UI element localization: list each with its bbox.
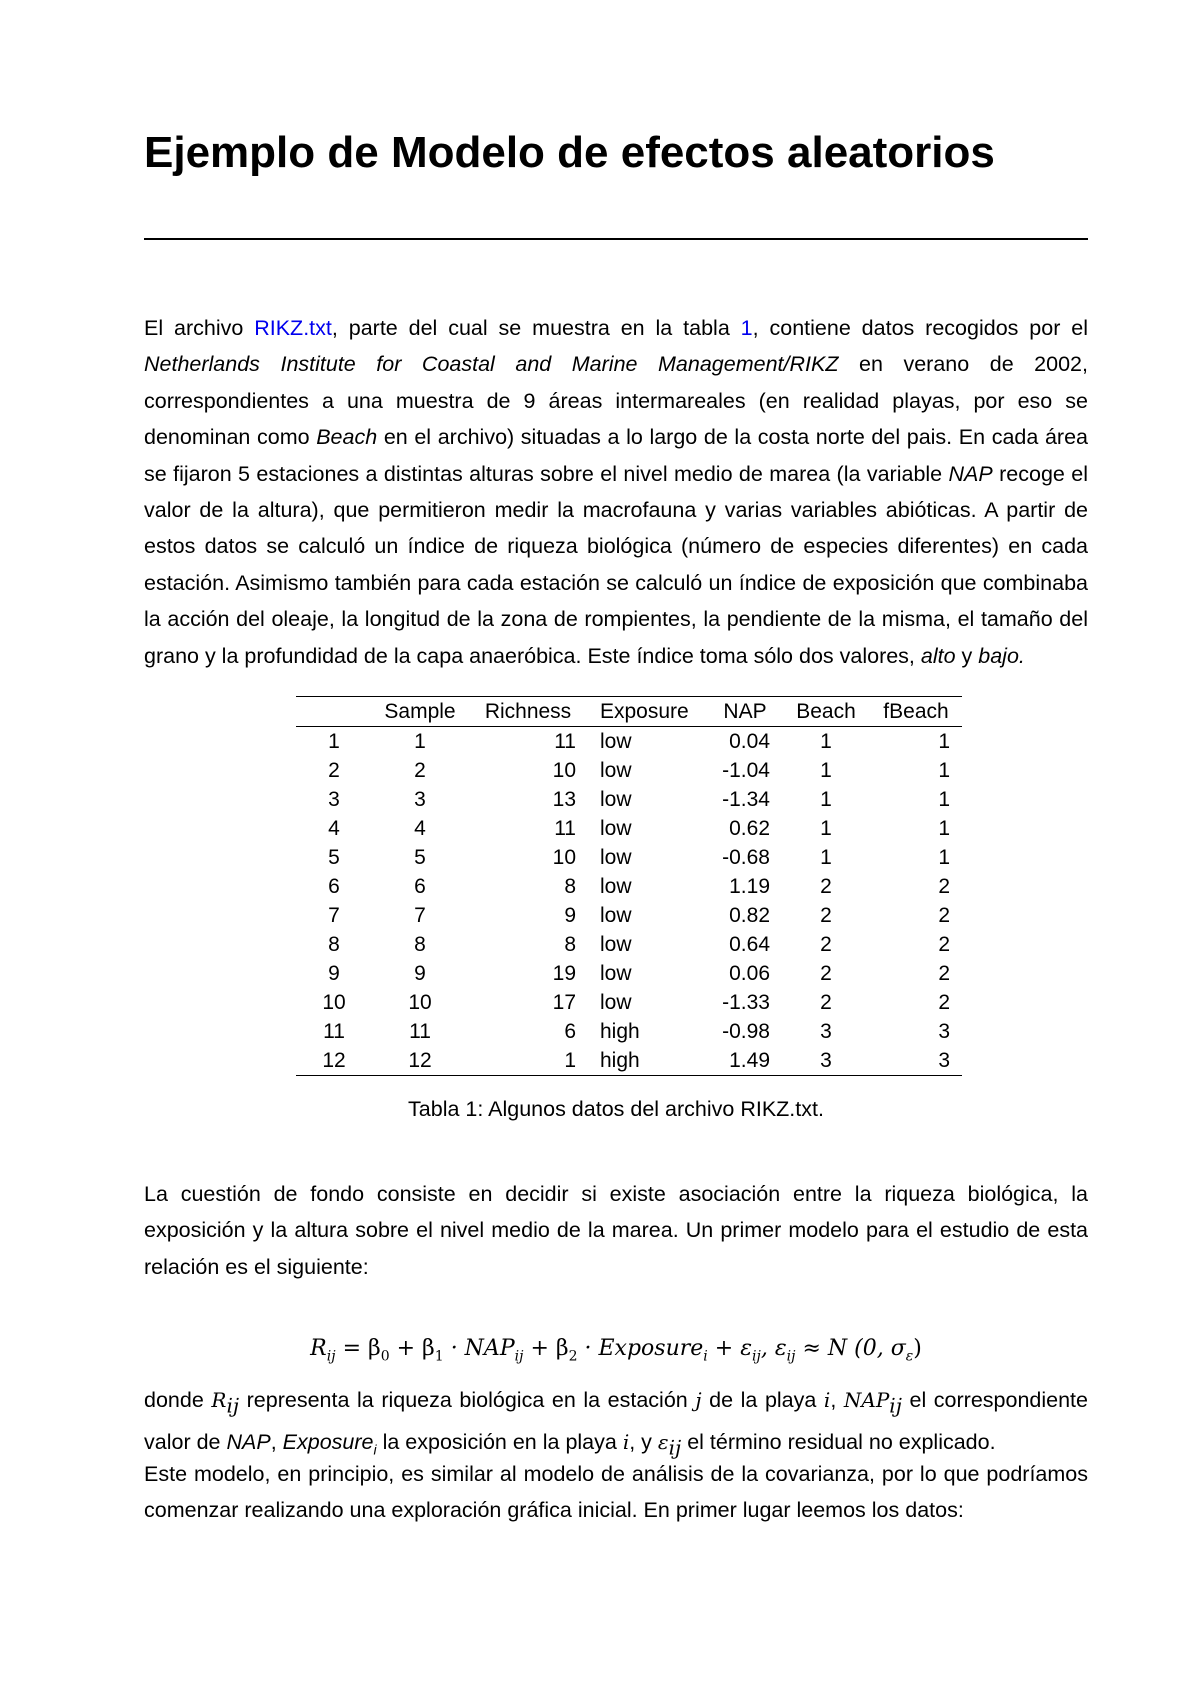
cell-sample: 3 [414, 788, 426, 811]
cell-index: 1 [328, 730, 340, 753]
table-row [296, 785, 962, 814]
header-beach: Beach [796, 700, 856, 723]
donde-nap-word: NAP [226, 1429, 271, 1454]
cell-exposure: low [600, 846, 632, 869]
cell-nap: 1.49 [729, 1049, 770, 1072]
formula-b1-sub: 1 [434, 1348, 444, 1365]
cell-nap: 0.04 [729, 730, 770, 753]
header-index [296, 697, 372, 727]
table-row [296, 959, 962, 988]
cell-beach: 2 [820, 875, 832, 898]
donde-text-9: el término residual no explicado. [681, 1429, 996, 1454]
rikz-data-table [296, 696, 962, 1076]
formula-nap: · NAP [443, 1336, 515, 1361]
formula-b0-sub: 0 [380, 1348, 390, 1365]
intro-text-4: en verano de 2002, correspondientes a una muestra de 9 áreas intermareales (en realidad playas, por eso se denominan como [144, 352, 1088, 450]
intro-text-7: y [955, 643, 979, 668]
beach-term: Beach [316, 425, 378, 450]
rikz-file-link[interactable]: RIKZ.txt [254, 316, 332, 340]
formula-nap-sub: ij [514, 1348, 524, 1365]
cell-index: 11 [323, 1020, 345, 1043]
cell-richness: 11 [554, 817, 576, 840]
closing-paragraph: Este modelo, en principio, es similar al modelo de análisis de la covarianza, por lo que podríamos comenzar realizando una exploración gráfica inicial. En primer lugar leemos los datos: [144, 1462, 1088, 1523]
table-caption: Tabla 1: Algunos datos del archivo RIKZ.txt. [408, 1097, 824, 1121]
intro-text-6: recoge el valor de la altura), que permitieron medir la macrofauna y varias variables abióticas. A partir de estos datos se calculó un índice de riqueza biológica (número de especies diferentes) en cada estación. Asimismo también para cada estación se calculó un índice de exposición que combinaba la acción del oleaje, la longitud de la zona de rompientes, la pendiente de la misma, el tamaño del grano y la profundidad de la capa anaeróbica. Este índice toma sólo dos valores, [144, 461, 1088, 668]
formula-sep: , ε [760, 1336, 787, 1361]
cell-sample: 4 [414, 817, 426, 840]
table-row [296, 814, 962, 843]
cell-richness: 10 [552, 759, 576, 782]
cell-fbeach: 1 [938, 730, 950, 753]
header-nap: NAP [723, 700, 767, 723]
intro-text-2: , parte del cual se muestra en la tabla [331, 316, 741, 340]
cell-beach: 1 [820, 788, 832, 811]
cell-fbeach: 2 [938, 904, 950, 927]
formula-eps2-sub: ij [786, 1348, 796, 1365]
cell-nap: -1.04 [722, 759, 770, 782]
header-fbeach: fBeach [883, 700, 949, 723]
cell-fbeach: 1 [938, 846, 950, 869]
cell-exposure: low [600, 730, 632, 753]
alto-term: alto [920, 643, 956, 668]
donde-exposure-sub: i [373, 1441, 377, 1457]
formula-r-sub: ij [326, 1348, 336, 1365]
cell-nap: 1.19 [729, 875, 770, 898]
donde-r-sub: ij [226, 1393, 240, 1418]
cell-fbeach: 1 [938, 759, 950, 782]
formula-close: ) [913, 1336, 922, 1361]
intro-text-5: en el archivo) situadas a lo largo de la costa norte del pais. En cada área se fijaron 5 estaciones a distintas alturas sobre el nivel medio de marea (la variable [144, 425, 1088, 486]
formula-exposure-sub: i [703, 1348, 708, 1365]
donde-paragraph [144, 1382, 1088, 1467]
donde-text-7: la exposición en la playa [376, 1429, 623, 1454]
cell-exposure: low [600, 817, 632, 840]
cell-beach: 1 [820, 846, 832, 869]
intro-text-3: , contiene datos recogidos por el [752, 316, 1088, 340]
cell-nap: 0.62 [729, 817, 770, 840]
cell-beach: 2 [820, 904, 832, 927]
cell-index: 7 [328, 904, 340, 927]
cell-sample: 1 [414, 730, 426, 753]
table-row [296, 727, 962, 757]
cell-nap: 0.64 [729, 933, 770, 956]
formula-sigma-sub: ε [905, 1348, 914, 1365]
cell-nap: -1.33 [722, 991, 770, 1014]
cell-fbeach: 1 [938, 788, 950, 811]
cell-index: 5 [328, 846, 340, 869]
cell-exposure: low [600, 991, 632, 1014]
donde-text-5: el correspondiente valor de [144, 1388, 1088, 1454]
cell-index: 12 [322, 1049, 346, 1072]
title-rule [144, 238, 1088, 240]
cell-nap: -0.98 [722, 1020, 770, 1043]
cell-sample: 8 [414, 933, 426, 956]
cell-exposure: high [600, 1020, 640, 1043]
cell-index: 9 [328, 962, 340, 985]
formula-exposure: · Exposure [577, 1336, 704, 1361]
table-row [296, 843, 962, 872]
table-row [296, 988, 962, 1017]
cell-richness: 19 [552, 962, 576, 985]
cell-fbeach: 2 [938, 875, 950, 898]
cell-sample: 10 [408, 991, 432, 1014]
donde-text-4: , [830, 1388, 844, 1412]
formula-eq: = β [335, 1336, 381, 1361]
cell-richness: 11 [554, 730, 576, 753]
table-header-row [296, 697, 962, 727]
cell-fbeach: 2 [938, 933, 950, 956]
cell-index: 8 [328, 933, 340, 956]
intro-text-1: El archivo [144, 316, 255, 340]
cell-fbeach: 2 [938, 962, 950, 985]
model-formula [144, 1336, 1088, 1364]
donde-i2: i [622, 1429, 630, 1454]
question-paragraph: La cuestión de fondo consiste en decidir si existe asociación entre la riqueza biológica, la exposición y la altura sobre el nivel medio de la marea. Un primer modelo para el estudio de esta relación es el siguiente: [144, 1182, 1088, 1279]
cell-exposure: low [600, 788, 632, 811]
table-row [296, 756, 962, 785]
institute-name: Netherlands Institute for Coastal and Marine Management/RIKZ [144, 352, 839, 377]
table-row [296, 872, 962, 901]
cell-beach: 1 [820, 817, 832, 840]
formula-b2-sub: 2 [568, 1348, 578, 1365]
formula-plus3: + ε [707, 1336, 753, 1361]
header-exposure: Exposure [600, 700, 689, 723]
donde-text-8: , y [629, 1429, 658, 1454]
table-row [296, 1046, 962, 1076]
table-row [296, 930, 962, 959]
bajo-term: bajo. [978, 643, 1025, 668]
cell-exposure: low [600, 962, 632, 985]
cell-beach: 2 [820, 962, 832, 985]
page-title: Ejemplo de Modelo de efectos aleatorios [144, 128, 995, 177]
cell-beach: 3 [820, 1049, 832, 1072]
cell-richness: 6 [564, 1020, 576, 1043]
donde-i: i [823, 1388, 831, 1412]
header-richness: Richness [484, 700, 572, 723]
cell-exposure: low [600, 933, 632, 956]
formula-eps-sub: ij [752, 1348, 761, 1365]
cell-index: 4 [328, 817, 340, 840]
cell-richness: 17 [552, 991, 576, 1014]
cell-exposure: low [600, 759, 632, 782]
cell-richness: 8 [564, 933, 576, 956]
cell-beach: 1 [820, 759, 832, 782]
donde-eps: ε [657, 1429, 669, 1454]
cell-nap: 0.82 [729, 904, 770, 927]
cell-beach: 3 [820, 1020, 832, 1043]
cell-sample: 6 [414, 875, 426, 898]
cell-nap: -0.68 [722, 846, 770, 869]
cell-beach: 2 [820, 991, 832, 1014]
formula-plus2: + β [523, 1336, 569, 1361]
donde-eps-sub: ij [668, 1435, 682, 1459]
cell-index: 3 [328, 788, 340, 811]
donde-text-6: , [270, 1429, 283, 1454]
cell-beach: 1 [820, 730, 832, 753]
table-ref-link[interactable]: 1 [740, 316, 753, 340]
cell-richness: 1 [564, 1049, 576, 1072]
table-row [296, 901, 962, 930]
cell-richness: 13 [552, 788, 576, 811]
donde-r: R [211, 1388, 227, 1412]
cell-fbeach: 3 [938, 1049, 950, 1072]
donde-text-2: representa la riqueza biológica en la estación [239, 1388, 696, 1412]
donde-text-1: donde [144, 1388, 212, 1412]
cell-beach: 2 [820, 933, 832, 956]
cell-fbeach: 1 [938, 817, 950, 840]
formula-r: R [310, 1336, 327, 1361]
cell-sample: 12 [408, 1049, 432, 1072]
formula-approx: ≈ N (0, σ [795, 1336, 906, 1361]
cell-fbeach: 3 [938, 1020, 950, 1043]
cell-richness: 8 [564, 875, 576, 898]
cell-exposure: high [600, 1049, 640, 1072]
cell-nap: 0.06 [729, 962, 770, 985]
table-body [296, 727, 962, 1076]
cell-index: 10 [322, 991, 346, 1014]
cell-exposure: low [600, 875, 632, 898]
cell-fbeach: 2 [938, 991, 950, 1014]
formula-plus1: + β [389, 1336, 435, 1361]
cell-sample: 7 [414, 904, 426, 927]
donde-exposure: Exposure [282, 1429, 374, 1454]
cell-sample: 9 [414, 962, 426, 985]
cell-sample: 11 [409, 1020, 431, 1043]
donde-nap-sub: ij [889, 1393, 902, 1418]
cell-index: 2 [328, 759, 340, 782]
cell-richness: 9 [564, 904, 576, 927]
cell-index: 6 [328, 875, 340, 898]
donde-j: j [695, 1388, 702, 1412]
header-sample: Sample [384, 700, 456, 723]
intro-paragraph [144, 310, 1088, 674]
cell-sample: 2 [414, 759, 426, 782]
table-row [296, 1017, 962, 1046]
cell-sample: 5 [414, 846, 426, 869]
donde-nap: NAP [843, 1388, 890, 1412]
cell-richness: 10 [552, 846, 576, 869]
cell-exposure: low [600, 904, 632, 927]
donde-text-3: de la playa [701, 1388, 824, 1412]
nap-term: NAP [948, 461, 993, 486]
cell-nap: -1.34 [722, 788, 770, 811]
